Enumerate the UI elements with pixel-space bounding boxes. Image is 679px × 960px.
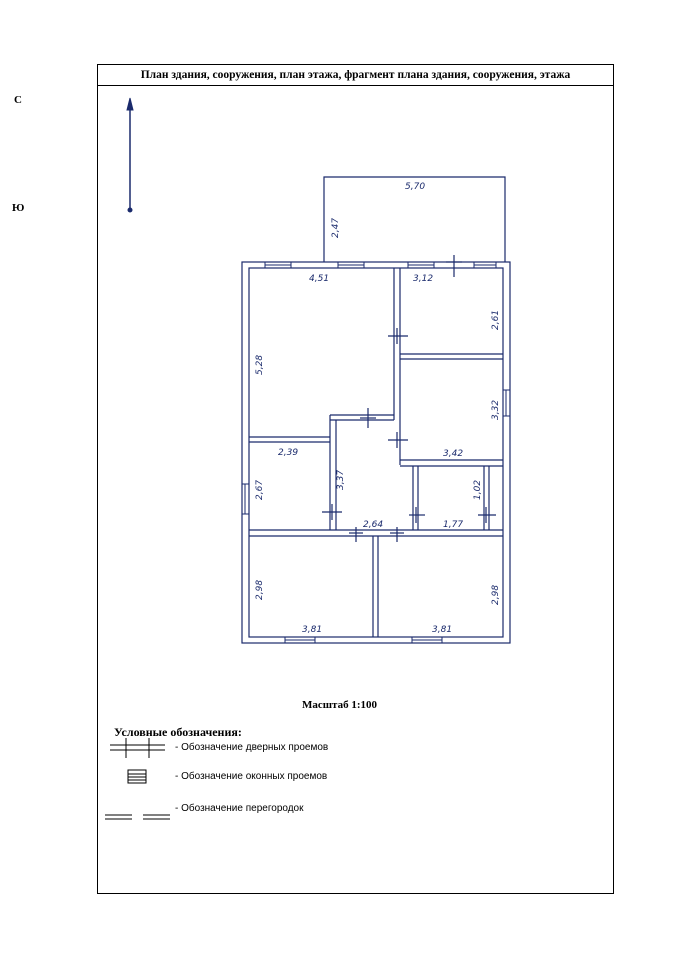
room-bottom-left-height-label: 2,98 bbox=[255, 579, 265, 600]
room-bottom-right-width-label: 3,81 bbox=[432, 625, 453, 635]
room-mid-right-height-label: 3,32 bbox=[491, 399, 501, 420]
scale-label: Масштаб 1:100 bbox=[301, 699, 377, 711]
legend-partitions: - Обозначение перегородок bbox=[175, 803, 304, 814]
room-top-right-height-label: 2,61 bbox=[491, 309, 501, 330]
partition-symbol-icon bbox=[105, 815, 170, 819]
compass-arrow-icon bbox=[127, 98, 133, 212]
bath-width-label: 1,77 bbox=[443, 520, 464, 530]
bath-height-label: 1,02 bbox=[473, 479, 483, 500]
annex-depth-label: 2,47 bbox=[331, 217, 341, 238]
corridor-width-label: 2,64 bbox=[363, 520, 384, 530]
room-mid-right-width-label: 3,42 bbox=[443, 449, 464, 459]
room-top-right-width-label: 3,12 bbox=[413, 274, 434, 284]
room-small-left-height-label: 2,67 bbox=[255, 479, 265, 500]
window-symbol-icon bbox=[128, 770, 146, 783]
room-bottom-right-height-label: 2,98 bbox=[491, 584, 501, 605]
legend-doors: - Обозначение дверных проемов bbox=[175, 742, 329, 753]
door-symbol-icon bbox=[110, 738, 165, 758]
south-label: Ю bbox=[12, 202, 25, 214]
room-small-left-width-label: 2,39 bbox=[278, 448, 299, 458]
corridor-height-label: 3,37 bbox=[336, 469, 346, 490]
legend-windows: - Обозначение оконных проемов bbox=[175, 771, 328, 782]
page-title: План здания, сооружения, план этажа, фрагмент плана здания, сооружения, этажа bbox=[98, 65, 613, 86]
annex-width-label: 5,70 bbox=[405, 182, 426, 192]
room-bottom-left-width-label: 3,81 bbox=[302, 625, 323, 635]
room-top-left-height-label: 5,28 bbox=[255, 354, 265, 375]
legend-title: Условные обозначения: bbox=[114, 725, 242, 739]
doors bbox=[322, 255, 496, 542]
room-top-left-width-label: 4,51 bbox=[309, 274, 330, 284]
north-label: С bbox=[14, 94, 22, 106]
